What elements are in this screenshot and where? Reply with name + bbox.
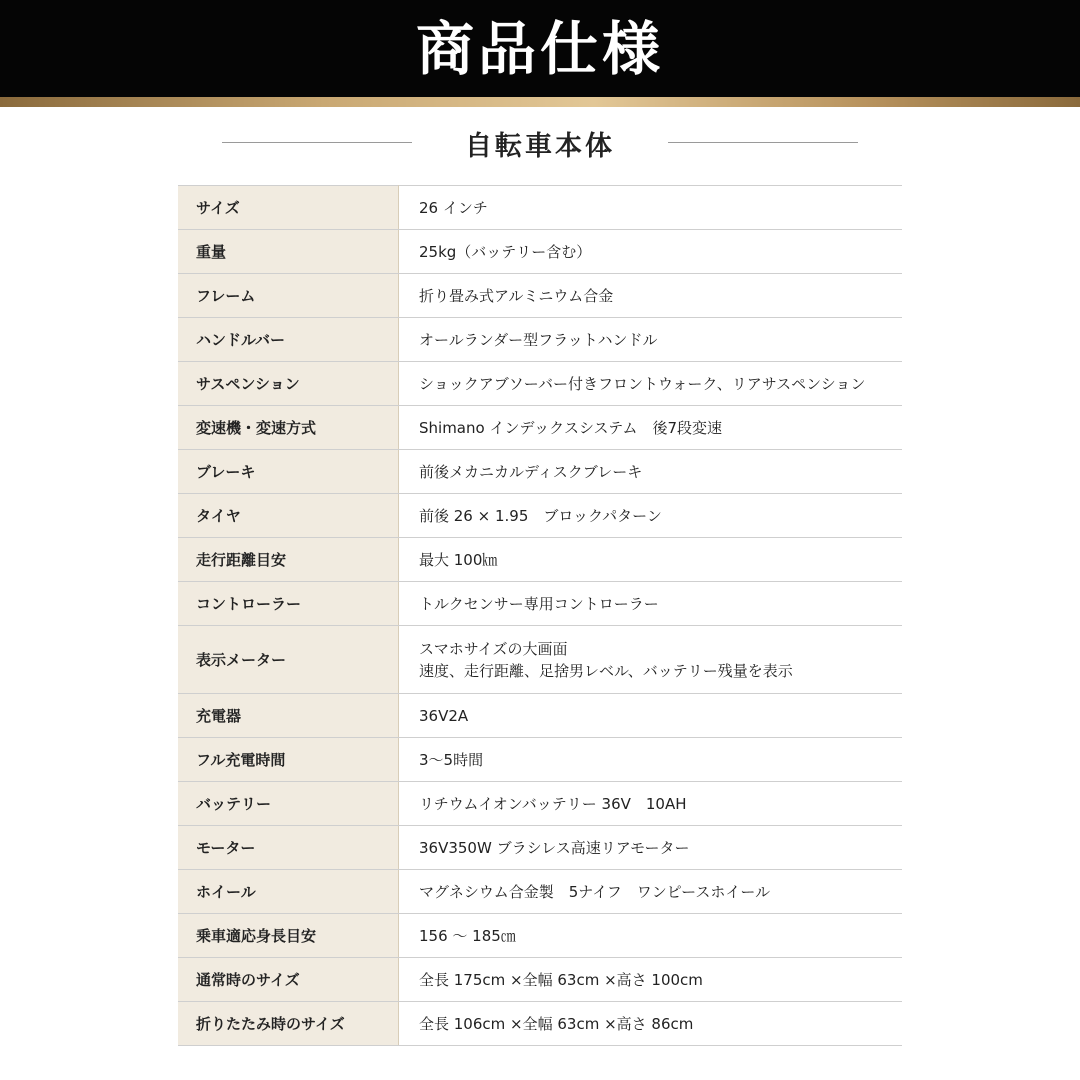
spec-value: マグネシウム合金製 5ナイフ ワンピースホイール (399, 870, 903, 914)
spec-value: 最大 100㎞ (399, 538, 903, 582)
spec-value: 全長 175cm ×全幅 63cm ×高さ 100cm (399, 958, 903, 1002)
spec-label: フル充電時間 (178, 738, 399, 782)
spec-value: 36V350W ブラシレス高速リアモーター (399, 826, 903, 870)
spec-value: 前後 26 × 1.95 ブロックパターン (399, 494, 903, 538)
spec-label: 走行距離目安 (178, 538, 399, 582)
spec-row-weight (178, 230, 902, 274)
spec-row-battery (178, 782, 902, 826)
spec-row-charger (178, 694, 902, 738)
spec-value-line: 速度、走行距離、足捨男レベル、バッテリー残量を表示 (419, 661, 793, 680)
spec-value: ショックアブソーバー付きフロントウォーク、リアサスペンション (399, 362, 903, 406)
section-divider-right (668, 142, 858, 143)
spec-label: ブレーキ (178, 450, 399, 494)
spec-value: オールランダー型フラットハンドル (399, 318, 903, 362)
spec-label: 通常時のサイズ (178, 958, 399, 1002)
section-heading (0, 118, 1080, 168)
spec-value: 前後メカニカルディスクブレーキ (399, 450, 903, 494)
spec-value: 156 ～ 185㎝ (399, 914, 903, 958)
spec-value-line: スマホサイズの大画面 (419, 639, 568, 658)
spec-label: サイズ (178, 186, 399, 230)
spec-label: コントローラー (178, 582, 399, 626)
header-banner (0, 0, 1080, 97)
spec-label: モーター (178, 826, 399, 870)
spec-row-display (178, 626, 902, 694)
spec-value: 3～5時間 (399, 738, 903, 782)
spec-row-brake (178, 450, 902, 494)
spec-table (178, 185, 902, 1046)
spec-label: 充電器 (178, 694, 399, 738)
spec-label: バッテリー (178, 782, 399, 826)
spec-row-wheel (178, 870, 902, 914)
spec-value: 36V2A (399, 694, 903, 738)
spec-value: リチウムイオンバッテリー 36V 10AH (399, 782, 903, 826)
spec-value: 25kg（バッテリー含む） (399, 230, 903, 274)
spec-row-frame (178, 274, 902, 318)
spec-row-gears (178, 406, 902, 450)
spec-label: 乗車適応身長目安 (178, 914, 399, 958)
spec-row-tire (178, 494, 902, 538)
spec-label: 変速機・変速方式 (178, 406, 399, 450)
spec-row-rider-height (178, 914, 902, 958)
spec-label: ホイール (178, 870, 399, 914)
spec-value (399, 626, 903, 694)
spec-label: サスペンション (178, 362, 399, 406)
spec-row-suspension (178, 362, 902, 406)
spec-label: 表示メーター (178, 626, 399, 694)
spec-value: 26 インチ (399, 186, 903, 230)
gold-accent-bar (0, 97, 1080, 107)
spec-label: タイヤ (178, 494, 399, 538)
spec-value: Shimano インデックスシステム 後7段変速 (399, 406, 903, 450)
spec-label: 折りたたみ時のサイズ (178, 1002, 399, 1046)
spec-row-handlebar (178, 318, 902, 362)
section-title: 自転車本体 (465, 130, 615, 162)
spec-row-normal-size (178, 958, 902, 1002)
spec-row-folded-size (178, 1002, 902, 1046)
spec-row-controller (178, 582, 902, 626)
spec-label: ハンドルバー (178, 318, 399, 362)
spec-value: トルクセンサー専用コントローラー (399, 582, 903, 626)
section-divider-left (222, 142, 412, 143)
spec-row-range (178, 538, 902, 582)
spec-row-motor (178, 826, 902, 870)
spec-row-charge-time (178, 738, 902, 782)
spec-label: 重量 (178, 230, 399, 274)
page-title: 商品仕様 (415, 14, 664, 83)
spec-row-size (178, 186, 902, 230)
spec-value: 全長 106cm ×全幅 63cm ×高さ 86cm (399, 1002, 903, 1046)
spec-label: フレーム (178, 274, 399, 318)
spec-value: 折り畳み式アルミニウム合金 (399, 274, 903, 318)
